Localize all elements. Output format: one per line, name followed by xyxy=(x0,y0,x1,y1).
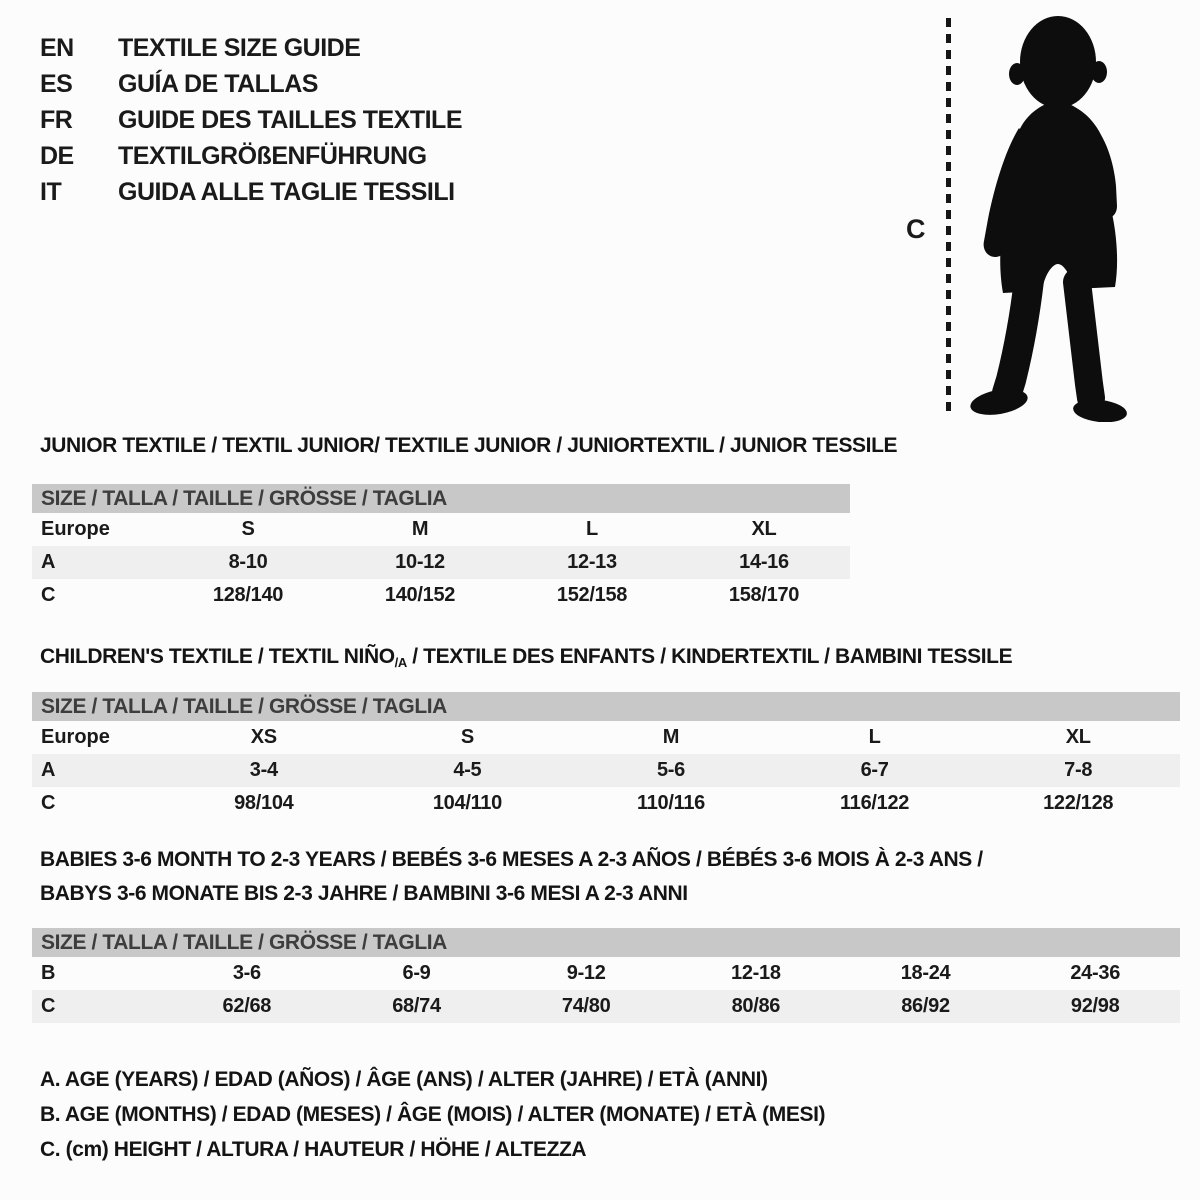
months-cell: 12-18 xyxy=(731,962,781,984)
toddler-silhouette xyxy=(963,12,1138,422)
babies-title-line2: BABYS 3-6 MONATE BIS 2-3 JAHRE / BAMBINI 3-6 MESI A 2-3 ANNI xyxy=(40,882,688,905)
lang-row-es xyxy=(40,66,462,102)
height-cell: 92/98 xyxy=(1070,995,1120,1017)
junior-row-europe xyxy=(32,513,850,546)
lang-code: ES xyxy=(40,69,73,98)
lang-code: EN xyxy=(40,33,74,62)
height-cell: 152/158 xyxy=(556,584,628,606)
children-table-header: SIZE / TALLA / TAILLE / GRÖSSE / TAGLIA xyxy=(32,692,1180,721)
age-cell: 6-7 xyxy=(860,759,889,781)
legend-line-c: C. (cm) HEIGHT / ALTURA / HAUTEUR / HÖHE / ALTEZZA xyxy=(40,1137,587,1161)
age-cell: 7-8 xyxy=(1064,759,1093,781)
height-cell: 74/80 xyxy=(561,995,611,1017)
guide-title-en: TEXTILE SIZE GUIDE xyxy=(118,33,361,62)
legend xyxy=(40,1062,825,1167)
months-cell: 24-36 xyxy=(1070,962,1121,984)
height-cell: 62/68 xyxy=(222,995,272,1017)
lang-code: DE xyxy=(40,141,74,170)
lang-row-en xyxy=(40,30,462,66)
language-title-list xyxy=(40,30,462,210)
guide-title-fr: GUIDE DES TAILLES TEXTILE xyxy=(118,105,463,134)
months-cell: 9-12 xyxy=(566,962,606,984)
children-size-table xyxy=(32,692,1180,820)
height-cell: 104/110 xyxy=(432,792,502,814)
size-cell: S xyxy=(460,726,474,748)
size-cell: M xyxy=(662,726,680,748)
size-cell: L xyxy=(868,726,881,748)
babies-title-line1: BABIES 3-6 MONTH TO 2-3 YEARS / BEBÉS 3-6 MESES A 2-3 AÑOS / BÉBÉS 3-6 MOIS À 2-3 ANS / xyxy=(40,848,983,871)
height-cell: 110/116 xyxy=(636,792,705,814)
age-cell: 8-10 xyxy=(228,551,268,573)
lang-code: FR xyxy=(40,105,73,134)
children-title-rest: / TEXTILE DES ENFANTS / KINDERTEXTIL / BAMBINI TESSILE xyxy=(406,645,1013,668)
height-cell: 116/122 xyxy=(840,792,910,814)
months-cell: 6-9 xyxy=(402,962,431,984)
height-measure-label: C xyxy=(906,214,926,244)
children-row-height xyxy=(32,787,1180,820)
legend-line-b: B. AGE (MONTHS) / EDAD (MESES) / ÂGE (MOIS) / ALTER (MONATE) / ETÀ (MESI) xyxy=(40,1102,826,1126)
row-label: B xyxy=(41,962,56,984)
row-label: C xyxy=(41,584,56,606)
size-cell: L xyxy=(586,518,598,540)
children-row-europe xyxy=(32,721,1180,754)
lang-row-it xyxy=(40,174,462,210)
size-cell: XS xyxy=(250,726,277,748)
children-row-age xyxy=(32,754,1180,787)
row-label: A xyxy=(41,551,56,573)
height-cell: 122/128 xyxy=(1043,792,1114,814)
age-cell: 5-6 xyxy=(656,759,685,781)
babies-size-table xyxy=(32,928,1180,1023)
junior-row-height xyxy=(32,579,850,612)
age-cell: 12-13 xyxy=(567,551,617,573)
babies-section-title xyxy=(40,843,983,911)
age-cell: 14-16 xyxy=(739,551,789,573)
height-cell: 128/140 xyxy=(212,584,284,606)
junior-size-table xyxy=(32,484,850,612)
children-title-sub: /A xyxy=(394,655,407,670)
children-section-title xyxy=(40,645,1012,670)
height-cell: 158/170 xyxy=(728,584,800,606)
months-cell: 3-6 xyxy=(232,962,261,984)
months-cell: 18-24 xyxy=(900,962,951,984)
age-cell: 4-5 xyxy=(453,759,482,781)
babies-row-height xyxy=(32,990,1180,1023)
lang-row-de xyxy=(40,138,462,174)
row-label: A xyxy=(41,759,56,781)
height-measure-dashed-line xyxy=(946,18,951,418)
height-cell: 80/86 xyxy=(731,995,781,1017)
size-cell: XL xyxy=(1065,726,1091,748)
height-cell: 86/92 xyxy=(901,995,950,1017)
row-label: C xyxy=(41,995,56,1017)
guide-title-es: GUÍA DE TALLAS xyxy=(118,69,318,98)
junior-section-title: JUNIOR TEXTILE / TEXTIL JUNIOR/ TEXTILE JUNIOR / JUNIORTEXTIL / JUNIOR TESSILE xyxy=(40,434,898,457)
babies-table-header: SIZE / TALLA / TAILLE / GRÖSSE / TAGLIA xyxy=(32,928,1180,957)
age-cell: 3-4 xyxy=(249,759,278,781)
size-cell: M xyxy=(411,518,429,540)
guide-title-de: TEXTILGRÖßENFÜHRUNG xyxy=(118,141,427,170)
row-label: C xyxy=(41,792,56,814)
legend-line-a: A. AGE (YEARS) / EDAD (AÑOS) / ÂGE (ANS) / ALTER (JAHRE) / ETÀ (ANNI) xyxy=(40,1067,768,1091)
age-cell: 10-12 xyxy=(395,551,445,573)
row-label: Europe xyxy=(41,726,110,748)
junior-row-age xyxy=(32,546,850,579)
junior-table-header: SIZE / TALLA / TAILLE / GRÖSSE / TAGLIA xyxy=(32,484,850,513)
children-title-main: CHILDREN'S TEXTILE / TEXTIL NIÑO xyxy=(40,645,395,668)
lang-code: IT xyxy=(40,177,62,206)
lang-row-fr xyxy=(40,102,462,138)
height-cell: 98/104 xyxy=(234,792,294,814)
babies-row-months xyxy=(32,957,1180,990)
height-cell: 140/152 xyxy=(384,584,456,606)
guide-title-it: GUIDA ALLE TAGLIE TESSILI xyxy=(118,177,455,206)
size-cell: S xyxy=(241,518,255,540)
height-cell: 68/74 xyxy=(392,995,441,1017)
size-cell: XL xyxy=(751,518,777,540)
row-label: Europe xyxy=(41,518,110,540)
